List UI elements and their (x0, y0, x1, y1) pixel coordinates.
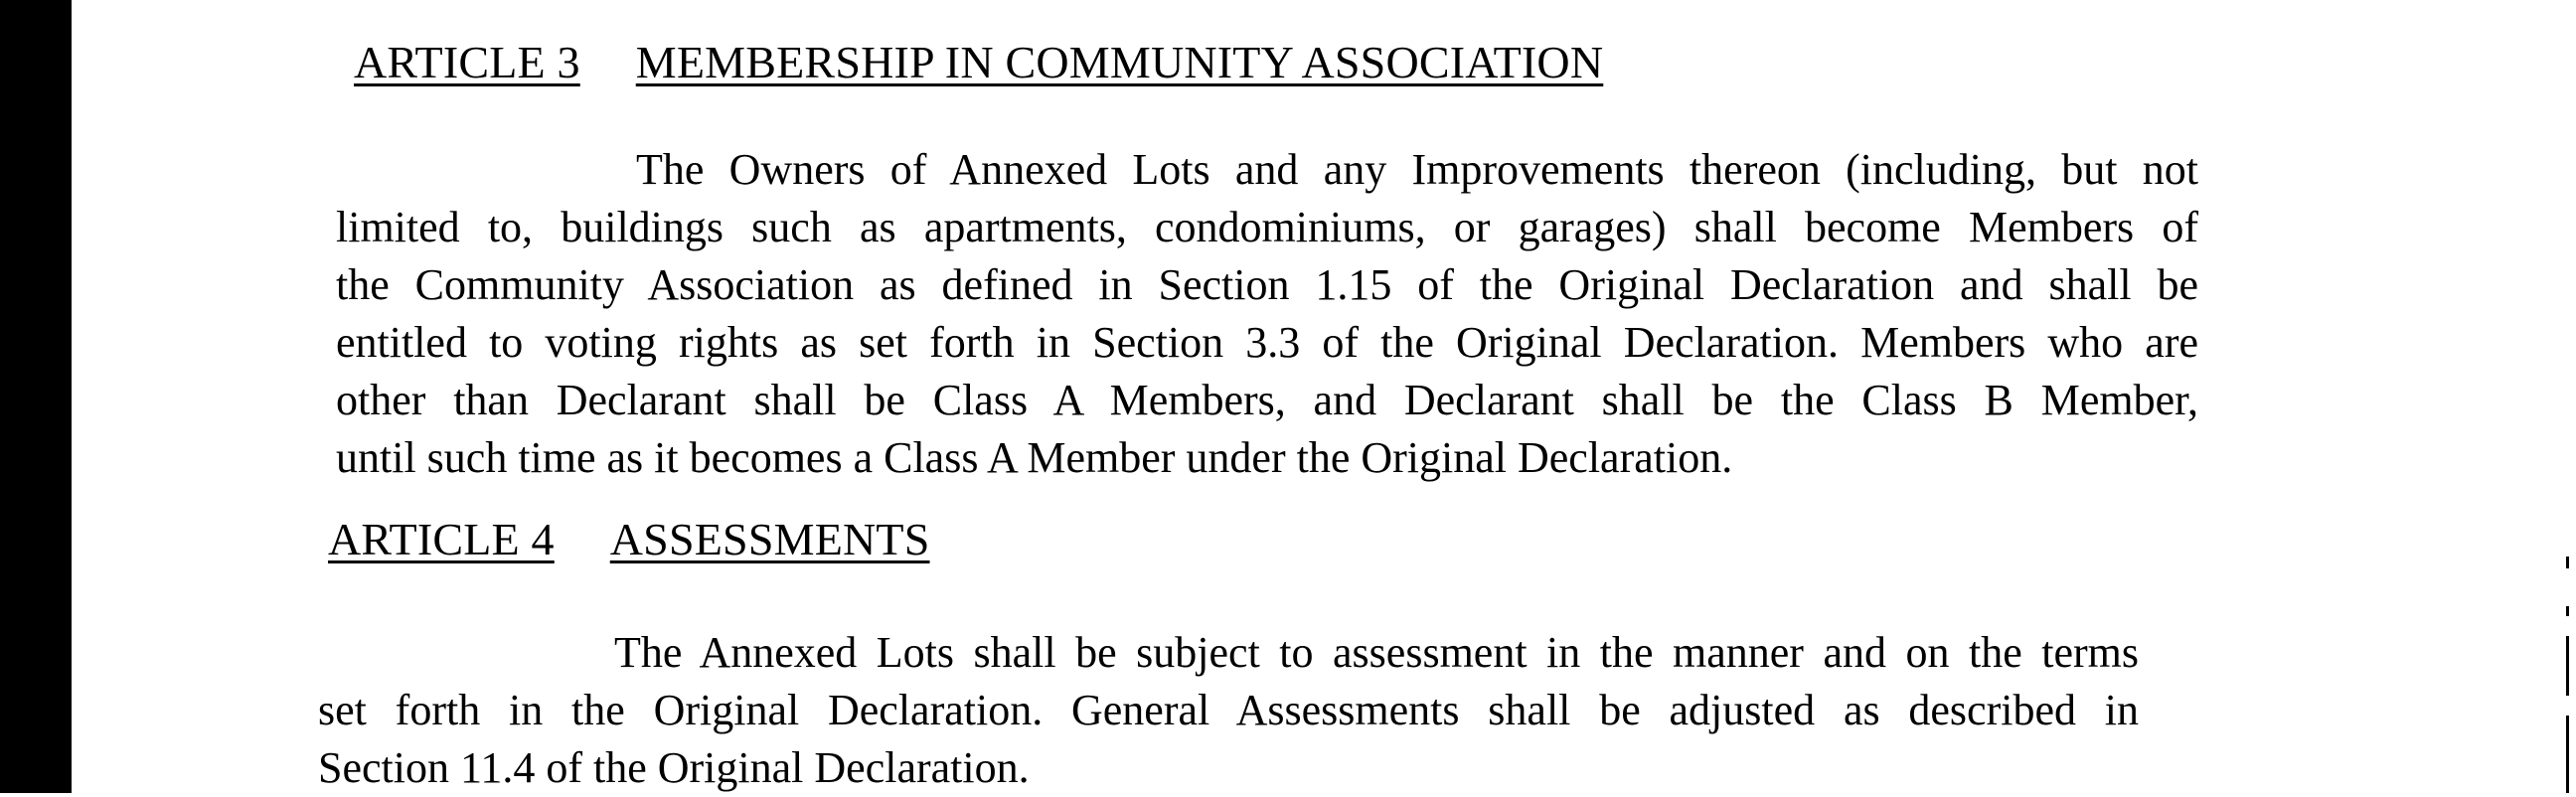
paragraph-line: other than Declarant shall be Class A Members, and Declarant shall be the Class B Member, (336, 376, 2198, 424)
paragraph-line: The Annexed Lots shall be subject to assessment in the manner and on the terms (614, 628, 2139, 677)
article-3-heading (354, 37, 1604, 87)
article-4-title: ASSESSMENTS (609, 514, 930, 564)
article-3-paragraph (336, 141, 2198, 487)
article-4-paragraph (318, 624, 2139, 797)
article-4-number: ARTICLE 4 (328, 514, 555, 564)
paragraph-line: entitled to voting rights as set forth in Section 3.3 of the Original Declaration. Members who are (336, 318, 2198, 367)
paragraph-line: Section 11.4 of the Original Declaration. (318, 743, 1030, 792)
paragraph-line: limited to, buildings such as apartments, condominiums, or garages) shall become Members of (336, 203, 2198, 251)
paragraph-line: The Owners of Annexed Lots and any Improvements thereon (including, but not (636, 145, 2198, 194)
paragraph-line: set forth in the Original Declaration. General Assessments shall be adjusted as described in (318, 686, 2139, 734)
paragraph-line: until such time as it becomes a Class A Member under the Original Declaration. (336, 433, 1733, 482)
article-3-title: MEMBERSHIP IN COMMUNITY ASSOCIATION (635, 37, 1604, 87)
article-3-number: ARTICLE 3 (354, 37, 580, 87)
paragraph-line: the Community Association as defined in Section 1.15 of the Original Declaration and shall be (336, 260, 2198, 309)
article-4-heading (328, 514, 930, 564)
